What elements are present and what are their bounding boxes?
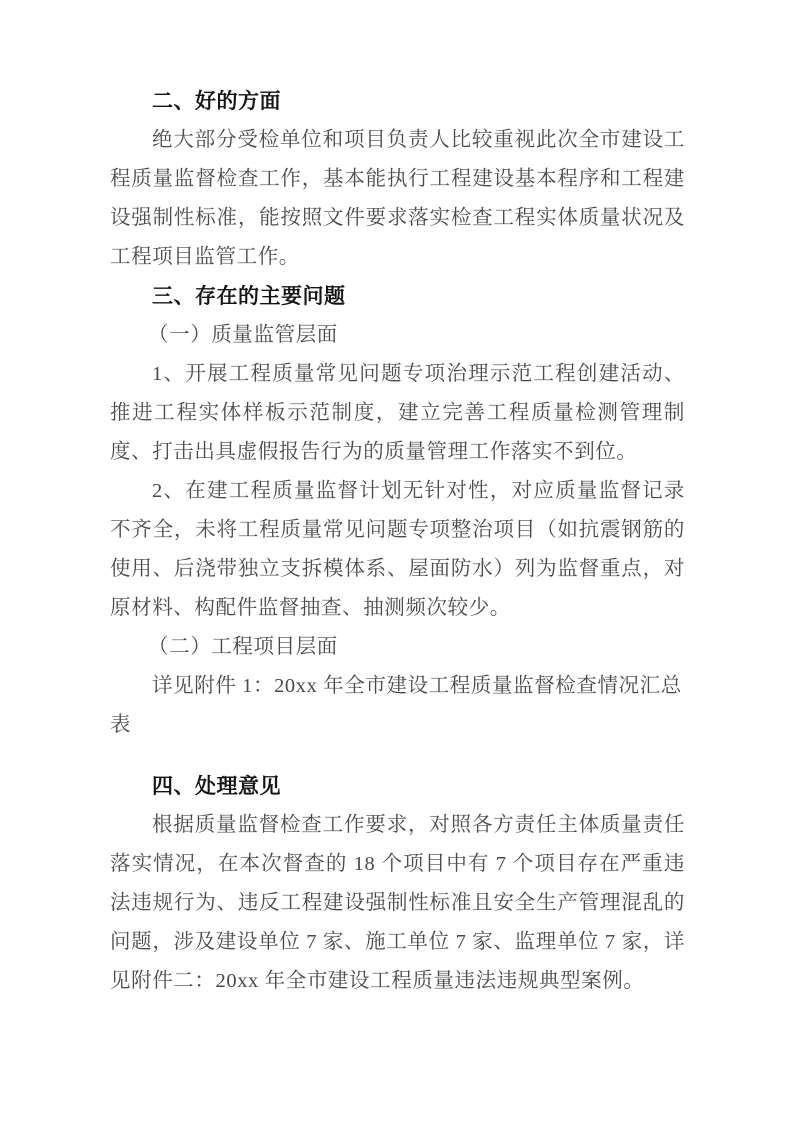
paragraph-good-aspects: 绝大部分受检单位和项目负责人比较重视此次全市建设工程质量监督检查工作，基本能执行工程建设基本程序和工程建设强制性标准，能按照文件要求落实检查工程实体质量状况及工程项目监管工作。 (110, 129, 685, 268)
paragraph-item-1: 1、开展工程质量常见问题专项治理示范工程创建活动、推进工程实体样板示范制度，建立完善工程质量检测管理制度、打击出具虚假报告行为的质量管理工作落实不到位。 (110, 363, 685, 463)
paragraph-attachment-reference-1: 详见附件 1：20xx 年全市建设工程质量监督检查情况汇总表 (110, 675, 682, 736)
section-heading-three: 三、存在的主要问题 (152, 285, 346, 308)
paragraph-handling-opinions: 根据质量监督检查工作要求，对照各方责任主体质量责任落实情况，在本次督查的 18 个项目中有 7 个项目存在严重违法违规行为、违反工程建设强制性标准且安全生产管理混乱的问题，涉及建设单位 7 家、施工单位 7 家、监理单位 7 家，详见附件二：20xx 年全市建设工程质量违法违规典型案例。 (110, 814, 685, 992)
section-heading-four: 四、处理意见 (152, 775, 281, 798)
subsection-heading-quality-supervision: （一）质量监管层面 (148, 324, 338, 346)
subsection-heading-project-level: （二）工程项目层面 (148, 636, 338, 658)
section-heading-two: 二、好的方面 (152, 90, 281, 113)
paragraph-item-2: 2、在建工程质量监督计划无针对性，对应质量监督记录不齐全，未将工程质量常见问题专项整治项目（如抗震钢筋的使用、后浇带独立支拆模体系、屋面防水）列为监督重点，对原材料、构配件监督抽查、抽测频次较少。 (110, 480, 685, 619)
document-body (110, 82, 685, 1001)
